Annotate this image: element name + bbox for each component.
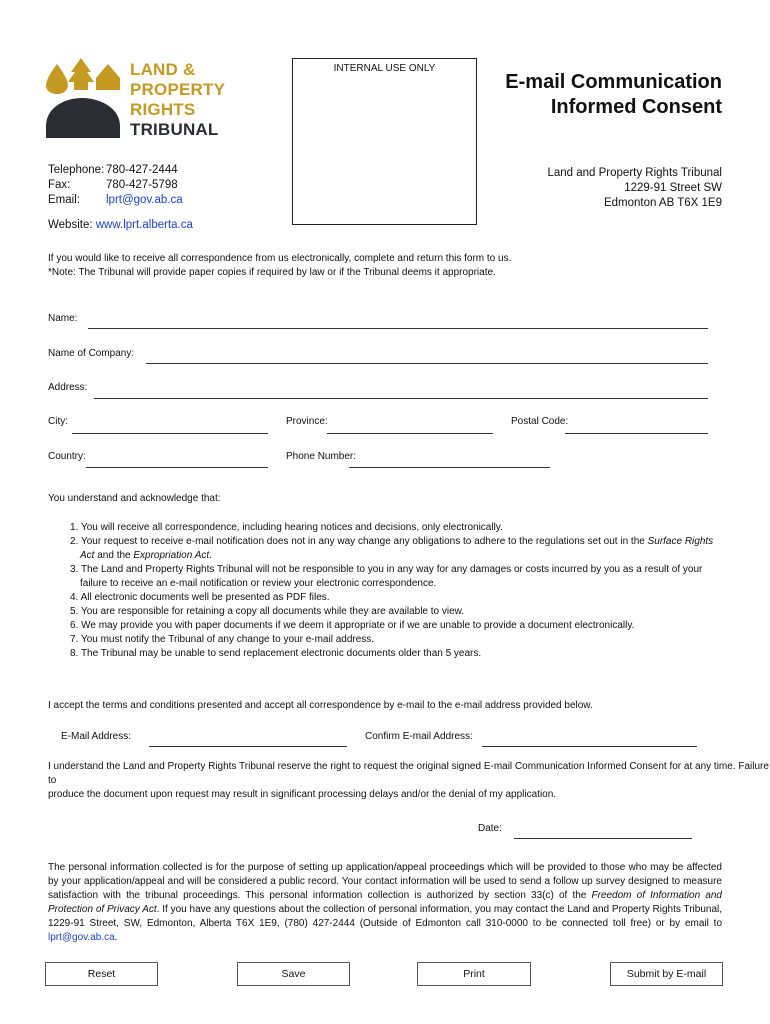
- accept-statement: I accept the terms and conditions presented and accept all correspondence by e-mail to the e-mail address provided below.: [48, 700, 593, 711]
- postal-code-label: Postal Code:: [511, 416, 569, 427]
- logo-line-2: PROPERTY: [130, 80, 226, 99]
- print-button[interactable]: Print: [417, 962, 531, 986]
- term-2-and: and the: [94, 550, 134, 561]
- address-org: Land and Property Rights Tribunal: [547, 167, 722, 179]
- understand-statement: [48, 760, 770, 802]
- logo-line-4: TRIBUNAL: [130, 120, 219, 139]
- terms-list: [70, 521, 730, 661]
- city-field[interactable]: [72, 433, 268, 434]
- company-label: Name of Company:: [48, 348, 135, 359]
- intro-line-2: *Note: The Tribunal will provide paper copies if required by law or if the Tribunal deems it appropriate.: [48, 267, 496, 278]
- term-7: 7. You must notify the Tribunal of any change to your e-mail address.: [70, 634, 375, 645]
- confirm-email-field[interactable]: [482, 746, 697, 747]
- email-label: Email:: [48, 194, 80, 206]
- country-label: Country:: [48, 451, 86, 462]
- website-row: [48, 219, 193, 231]
- address-city: Edmonton AB T6X 1E9: [603, 197, 722, 209]
- privacy-text-1: The personal information collected is for the purpose of setting up application/appeal proceedings which will be provided to those who may be affected by your application/appeal and will be considered a public record. Your contact information will be used to send a follow up survey designed to measure satisfaction with the tribunal proceedings. This personal information collection is authorized by section 33(c) of the: [48, 862, 722, 901]
- phone-label: Phone Number:: [286, 451, 357, 462]
- privacy-text-end: .: [114, 932, 118, 943]
- company-field[interactable]: [146, 363, 708, 364]
- term-2-act-1: Surface Rights Act: [80, 536, 714, 561]
- website-link[interactable]: www.lprt.alberta.ca: [95, 219, 193, 231]
- telephone-label: Telephone:: [48, 164, 105, 176]
- fax-label: Fax:: [48, 179, 71, 191]
- email-link[interactable]: lprt@gov.ab.ca: [106, 194, 183, 206]
- understand-line-1: I understand the Land and Property Rights Tribunal reserve the right to request the original signed E-mail Communication Informed Consent for at any time. Failure to: [48, 761, 769, 786]
- province-field[interactable]: [327, 433, 493, 434]
- understand-line-2: produce the document upon request may result in significant processing delays and/or the denial of my application.: [48, 789, 557, 800]
- phone-field[interactable]: [349, 467, 550, 468]
- logo-house-icon: [96, 64, 120, 90]
- internal-use-label: INTERNAL USE ONLY: [333, 63, 436, 74]
- address-street: 1229-91 Street SW: [624, 182, 722, 194]
- fax-value: 780-427-5798: [106, 179, 178, 191]
- acknowledge-heading: You understand and acknowledge that:: [48, 493, 221, 504]
- privacy-text-2: . If you have any questions about the collection of personal information, you may contact the Land and Property Rights Tribunal, 1229-91 Street, SW, Edmonton, Alberta T6X 1E9, (780) 427-2444 (Outside of Edmonton call 310-0000 to be connected toll free) or by email to: [48, 904, 723, 929]
- province-label: Province:: [286, 416, 328, 427]
- logo-line-1: LAND &: [130, 60, 196, 79]
- date-field[interactable]: [514, 838, 692, 839]
- privacy-notice: [48, 861, 722, 945]
- tribunal-address: [547, 166, 722, 211]
- term-2-text: 2. Your request to receive e-mail notification does not in any way change any obligations to adhere to the regulations set out in the: [70, 536, 648, 547]
- term-1: 1. You will receive all correspondence, including hearing notices and decisions, only electronically.: [70, 522, 503, 533]
- term-2-end: .: [209, 550, 212, 561]
- city-label: City:: [48, 416, 68, 427]
- intro-text: [48, 252, 511, 280]
- contact-block: [48, 163, 183, 208]
- term-6: 6. We may provide you with paper documents if we deem it appropriate or if we are unable to provide a document electronically.: [70, 620, 635, 631]
- name-label: Name:: [48, 313, 78, 324]
- email-row: [48, 193, 183, 208]
- term-2-act-2: Expropriation Act: [133, 550, 210, 561]
- email-address-label: E-Mail Address:: [61, 731, 132, 742]
- logo-wordmark: [130, 60, 225, 140]
- country-field[interactable]: [86, 467, 268, 468]
- logo-tree-icon: [68, 58, 94, 90]
- title-line-2: Informed Consent: [550, 96, 722, 118]
- email-address-field[interactable]: [149, 746, 347, 747]
- address-label: Address:: [48, 382, 88, 393]
- term-3: 3. The Land and Property Rights Tribunal will not be responsible to you in any way for any damages or costs incurred by you as a result of your failure to receive an e-mail notification or review your electronic correspondence.: [70, 564, 703, 589]
- term-8: 8. The Tribunal may be unable to send replacement electronic documents older than 5 years.: [70, 648, 482, 659]
- name-field[interactable]: [88, 328, 708, 329]
- date-label: Date:: [478, 823, 502, 834]
- confirm-email-label: Confirm E-mail Address:: [365, 731, 473, 742]
- submit-by-email-button[interactable]: Submit by E-mail: [610, 962, 723, 986]
- website-label: Website:: [48, 219, 93, 231]
- privacy-email-link[interactable]: lprt@gov.ab.ca: [48, 932, 115, 943]
- logo-drop-icon: [46, 64, 68, 94]
- document-title: [505, 70, 722, 120]
- telephone-value: 780-427-2444: [106, 164, 178, 176]
- internal-use-box: [292, 58, 477, 225]
- telephone-row: [48, 163, 183, 178]
- save-button[interactable]: Save: [237, 962, 350, 986]
- postal-code-field[interactable]: [565, 433, 708, 434]
- address-field[interactable]: [94, 398, 708, 399]
- privacy-act-name: Freedom of Information and Protection of Privacy Act: [48, 890, 722, 915]
- term-2: [70, 535, 730, 563]
- intro-line-1: If you would like to receive all correspondence from us electronically, complete and return this form to us.: [48, 253, 512, 264]
- term-4: 4. All electronic documents well be presented as PDF files.: [70, 592, 330, 603]
- title-line-1: E-mail Communication: [505, 71, 722, 93]
- logo-line-3: RIGHTS: [130, 100, 196, 119]
- fax-row: [48, 178, 183, 193]
- reset-button[interactable]: Reset: [45, 962, 158, 986]
- logo-arch-icon: [46, 98, 120, 138]
- term-5: 5. You are responsible for retaining a copy all documents while they are available to view.: [70, 606, 465, 617]
